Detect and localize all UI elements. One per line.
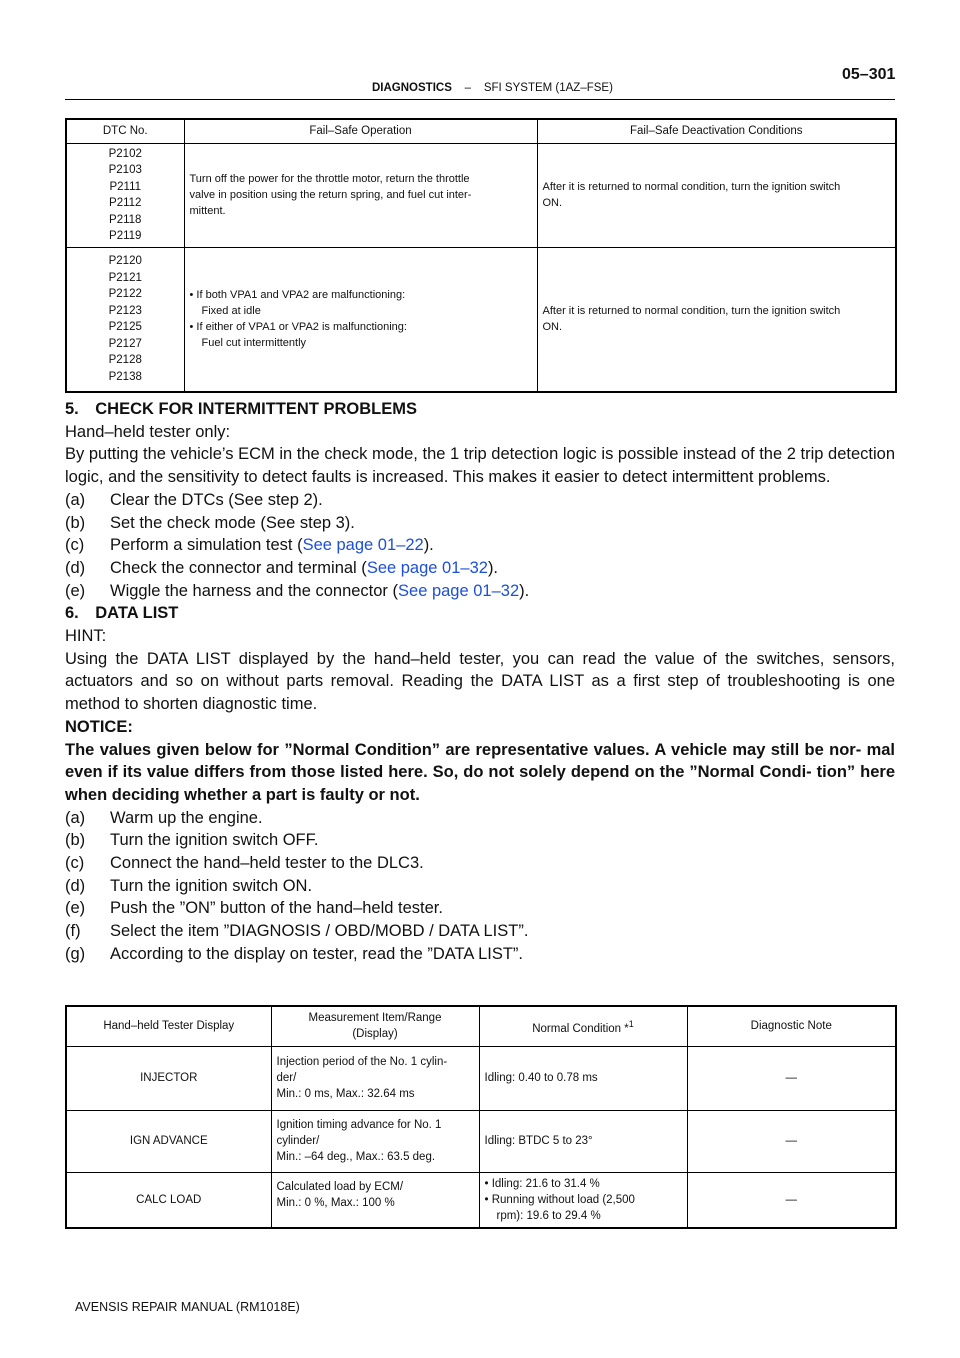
col-normal-label: Normal Condition * bbox=[532, 1022, 629, 1035]
col-diagnostic-note: Diagnostic Note bbox=[687, 1006, 896, 1046]
diagnostic-note-cell: — bbox=[687, 1046, 896, 1110]
header-subsection: SFI SYSTEM (1AZ–FSE) bbox=[483, 82, 613, 94]
step-text: Connect the hand–held tester to the DLC3. bbox=[110, 854, 424, 873]
failsafe-operation-cell bbox=[184, 143, 537, 247]
dtc-code: P2102 bbox=[108, 147, 142, 160]
deactivation-cell bbox=[537, 247, 896, 392]
deactivation-line: ON. bbox=[542, 321, 563, 334]
col-dtc-no: DTC No. bbox=[66, 119, 184, 143]
dtc-code: P2138 bbox=[108, 370, 142, 383]
data-list-table-header bbox=[66, 1006, 896, 1046]
col-measurement-item bbox=[271, 1006, 479, 1046]
notice-label: NOTICE: bbox=[65, 717, 133, 736]
measurement-line: der/ bbox=[276, 1072, 297, 1084]
col-measurement-line: Measurement Item/Range bbox=[308, 1012, 442, 1025]
step-label: (c) bbox=[65, 536, 85, 555]
step-item bbox=[65, 534, 895, 557]
step-text: According to the display on tester, read the ”DATA LIST”. bbox=[110, 944, 524, 963]
step-item bbox=[65, 489, 895, 512]
col-normal-condition bbox=[479, 1006, 687, 1046]
deactivation-cell bbox=[537, 143, 896, 247]
step-text: Push the ”ON” button of the hand–held tester. bbox=[110, 899, 443, 918]
step-label: (a) bbox=[65, 808, 86, 827]
header-dash: – bbox=[464, 82, 472, 94]
measurement-cell bbox=[271, 1172, 479, 1228]
dtc-code: P2118 bbox=[109, 213, 142, 226]
step-text: Clear the DTCs (See step 2). bbox=[110, 490, 323, 509]
operation-line: • If both VPA1 and VPA2 are malfunctioning: bbox=[189, 289, 406, 302]
step-item bbox=[65, 875, 895, 898]
dtc-code: P2128 bbox=[108, 354, 142, 367]
step-item bbox=[65, 943, 895, 966]
dtc-code: P2112 bbox=[109, 197, 142, 209]
step-text: Warm up the engine. bbox=[110, 808, 263, 827]
measurement-line: cylinder/ bbox=[276, 1135, 320, 1147]
step-label: (b) bbox=[65, 513, 86, 532]
step-label: (b) bbox=[65, 831, 86, 850]
step-item bbox=[65, 557, 895, 580]
step-text-end: ). bbox=[519, 581, 530, 600]
normal-line: • Running without load (2,500 bbox=[484, 1193, 635, 1206]
step-label: (e) bbox=[65, 581, 86, 600]
operation-line: Fuel cut intermittently bbox=[201, 337, 307, 350]
diagnostic-note-cell: — bbox=[687, 1110, 896, 1172]
measurement-line: Calculated load by ECM/ bbox=[276, 1180, 404, 1193]
dtc-codes-cell bbox=[66, 247, 184, 392]
deactivation-line: ON. bbox=[542, 197, 563, 209]
data-list-table bbox=[65, 1005, 897, 1229]
col-deactivation-conditions: Fail–Safe Deactivation Conditions bbox=[537, 119, 896, 143]
hint-text: Using the DATA LIST displayed by the hand–held tester, you can read the value of the switches, sensors, actuators and so on without parts removal. Reading the DATA LIST as a first step of troubleshooting is one method to shorten diagnostic time. bbox=[65, 649, 895, 714]
dtc-code: P2111 bbox=[109, 180, 142, 193]
operation-line: Turn off the power for the throttle motor, return the throttle bbox=[189, 173, 470, 185]
step-text: Perform a simulation test ( bbox=[110, 536, 303, 555]
diagnostic-note-cell: — bbox=[687, 1172, 896, 1228]
page-link-01-22[interactable]: See page 01–22 bbox=[302, 536, 424, 555]
measurement-cell bbox=[271, 1046, 479, 1110]
measurement-cell bbox=[271, 1110, 479, 1172]
dtc-code: P2119 bbox=[109, 230, 142, 242]
footnote-marker: 1 bbox=[628, 1018, 634, 1029]
measurement-line: Min.: 0 %, Max.: 100 % bbox=[276, 1196, 395, 1209]
hint-label: HINT: bbox=[65, 627, 107, 646]
col-measurement-line: (Display) bbox=[352, 1028, 398, 1041]
section-5 bbox=[65, 398, 895, 966]
table-row bbox=[66, 1172, 896, 1228]
step-text: Select the item ”DIAGNOSIS / OBD/MOBD / DATA LIST”. bbox=[110, 922, 529, 941]
step-item bbox=[65, 920, 895, 943]
operation-line: valve in position using the return spring, and fuel cut inter- bbox=[189, 189, 472, 201]
normal-condition-cell bbox=[479, 1110, 687, 1172]
failsafe-operation-cell bbox=[184, 247, 537, 392]
dtc-codes-cell bbox=[66, 143, 184, 247]
step-item bbox=[65, 807, 895, 830]
tester-display-cell: CALC LOAD bbox=[66, 1172, 271, 1228]
table-row bbox=[66, 1046, 896, 1110]
normal-line: • Idling: 21.6 to 31.4 % bbox=[484, 1177, 600, 1190]
normal-line: rpm): 19.6 to 29.4 % bbox=[496, 1209, 601, 1222]
normal-condition-cell bbox=[479, 1172, 687, 1228]
step-text: Check the connector and terminal ( bbox=[110, 558, 367, 577]
tester-display-cell: IGN ADVANCE bbox=[66, 1110, 271, 1172]
section-5-heading: 5. CHECK FOR INTERMITTENT PROBLEMS bbox=[65, 400, 418, 418]
step-item bbox=[65, 512, 895, 535]
footer-manual-id: AVENSIS REPAIR MANUAL (RM1018E) bbox=[75, 1300, 300, 1314]
header-section: DIAGNOSTICS bbox=[372, 82, 452, 94]
running-header bbox=[372, 82, 613, 94]
step-text: Turn the ignition switch ON. bbox=[110, 876, 313, 895]
step-item bbox=[65, 897, 895, 920]
step-label: (a) bbox=[65, 490, 86, 509]
col-failsafe-operation: Fail–Safe Operation bbox=[184, 119, 537, 143]
col-tester-display: Hand–held Tester Display bbox=[66, 1006, 271, 1046]
normal-line: Idling: BTDC 5 to 23° bbox=[484, 1135, 593, 1147]
table-row bbox=[66, 247, 896, 392]
dtc-code: P2103 bbox=[108, 164, 142, 176]
failsafe-table bbox=[65, 118, 897, 393]
measurement-line: Min.: 0 ms, Max.: 32.64 ms bbox=[276, 1088, 415, 1100]
step-label: (d) bbox=[65, 876, 86, 895]
step-text-end: ). bbox=[423, 536, 434, 555]
dtc-code: P2123 bbox=[108, 304, 142, 317]
table-row bbox=[66, 1110, 896, 1172]
step-text: Wiggle the harness and the connector ( bbox=[110, 581, 399, 600]
operation-line: • If either of VPA1 or VPA2 is malfunctioning: bbox=[189, 321, 407, 334]
operation-line: mittent. bbox=[189, 205, 226, 217]
section-6-heading: 6. DATA LIST bbox=[65, 604, 179, 623]
deactivation-line: After it is returned to normal condition, turn the ignition switch bbox=[542, 305, 841, 318]
step-label: (c) bbox=[65, 854, 85, 873]
dtc-code: P2122 bbox=[108, 288, 142, 301]
normal-line: Idling: 0.40 to 0.78 ms bbox=[484, 1072, 598, 1084]
step-label: (g) bbox=[65, 944, 86, 963]
dtc-code: P2125 bbox=[108, 321, 142, 334]
dtc-code: P2120 bbox=[108, 255, 142, 268]
measurement-line: Ignition timing advance for No. 1 bbox=[276, 1119, 442, 1131]
step-item bbox=[65, 829, 895, 852]
page-number: 05–301 bbox=[842, 66, 896, 83]
measurement-line: Injection period of the No. 1 cylin- bbox=[276, 1056, 448, 1068]
header-rule bbox=[65, 99, 895, 100]
step-text: Turn the ignition switch OFF. bbox=[110, 831, 319, 850]
measurement-line: Min.: –64 deg., Max.: 63.5 deg. bbox=[276, 1151, 436, 1163]
deactivation-line: After it is returned to normal condition, turn the ignition switch bbox=[542, 181, 841, 193]
step-item bbox=[65, 580, 895, 603]
table-row bbox=[66, 143, 896, 247]
step-label: (e) bbox=[65, 899, 86, 918]
step-item bbox=[65, 852, 895, 875]
page-link-01-32[interactable]: See page 01–32 bbox=[366, 558, 488, 577]
dtc-code: P2127 bbox=[108, 337, 142, 350]
step-text-end: ). bbox=[487, 558, 499, 577]
section-5-paragraph: By putting the vehicle’s ECM in the check mode, the 1 trip detection logic is possible instead of the 2 trip detection logic, and the sensitivity to detect faults is increased. This makes it easier to detect intermittent problems. bbox=[65, 445, 895, 487]
step-label: (d) bbox=[65, 558, 86, 577]
failsafe-table-header bbox=[66, 119, 896, 143]
step-label: (f) bbox=[65, 922, 81, 941]
notice-text: The values given below for ”Normal Condition” are representative values. A vehicle may still be nor- mal even if its value differs from those listed here. So, do not solely depend on the ”Normal Condi- tion” here when deciding whether a part is faulty or not. bbox=[65, 740, 895, 804]
step-text: Set the check mode (See step 3). bbox=[110, 513, 355, 532]
dtc-code: P2121 bbox=[108, 271, 142, 284]
tester-display-cell: INJECTOR bbox=[66, 1046, 271, 1110]
section-5-intro: Hand–held tester only: bbox=[65, 422, 231, 441]
page-link-01-32[interactable]: See page 01–32 bbox=[398, 581, 520, 600]
operation-line: Fixed at idle bbox=[201, 305, 261, 318]
normal-condition-cell bbox=[479, 1046, 687, 1110]
